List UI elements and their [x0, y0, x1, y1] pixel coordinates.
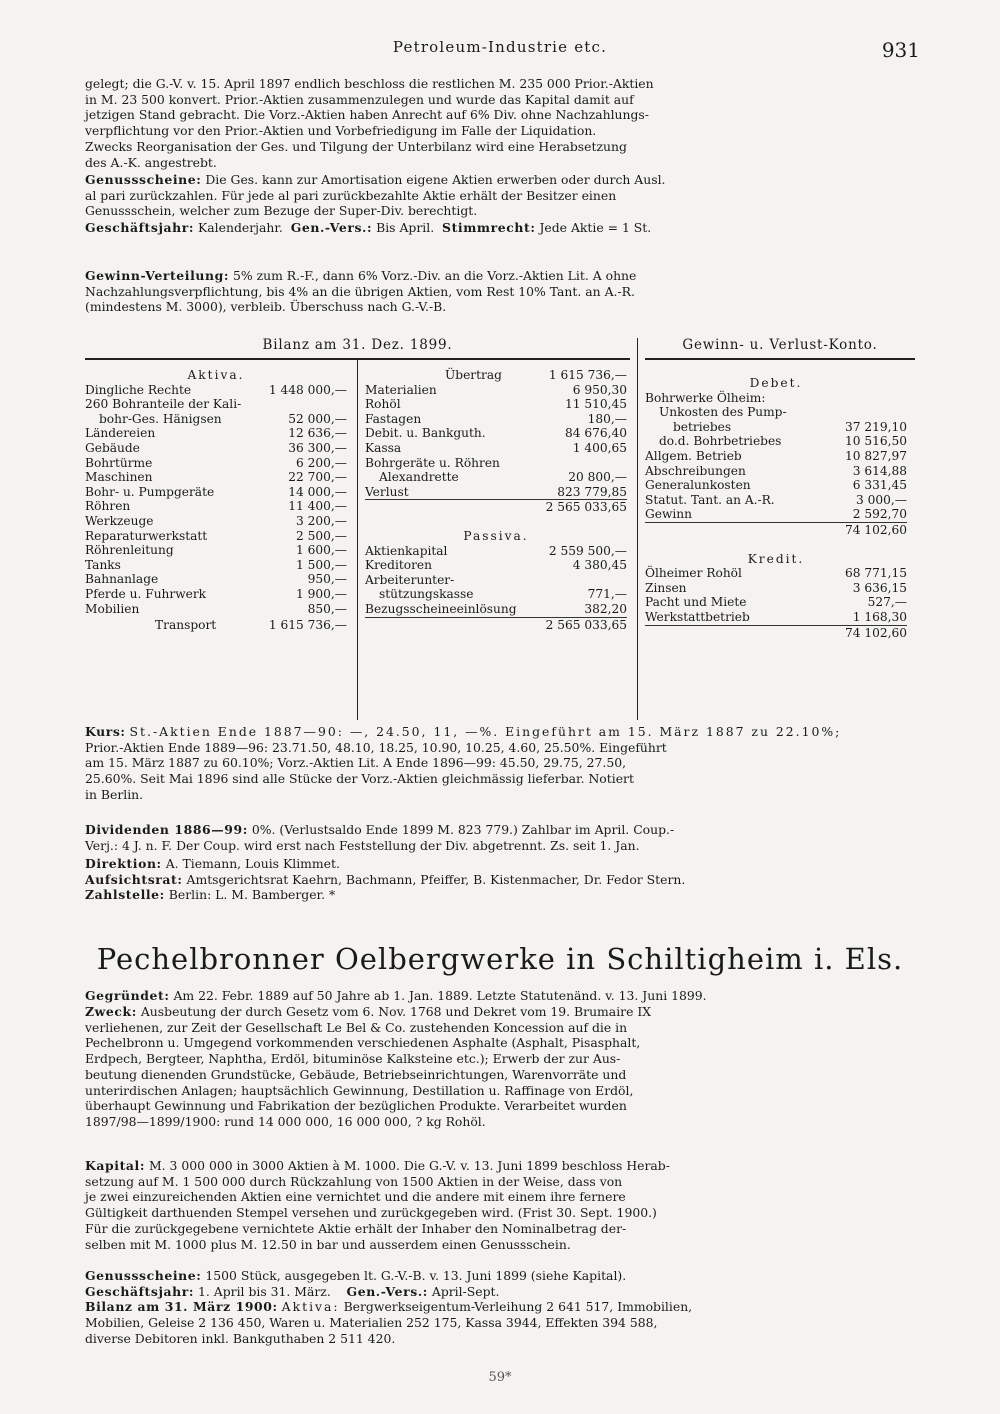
ledger-row [645, 595, 907, 610]
ledger-row [645, 420, 907, 435]
ledger-row [365, 587, 627, 602]
ledger-row [365, 573, 627, 588]
text-line: in Berlin. [85, 786, 144, 802]
dividenden-entry [85, 822, 915, 853]
ledger-label: Allgem. Betrieb [645, 448, 742, 463]
ledger-label: Kassa [365, 440, 402, 455]
text-line: St.-Aktien Ende 1887—90: —, 24.50, 11, —%. Eingeführt am 15. März 1887 zu 22.10%; [129, 724, 842, 739]
ledger-value: 3 636,15 [852, 580, 907, 595]
ledger-label: Arbeiterunter- [365, 572, 455, 587]
text-line: beutung dienenden Grundstücke, Gebäude, Betriebseinrichtungen, Warenvorräte und [85, 1066, 627, 1082]
ledger-label: Statut. Tant. an A.-R. [645, 492, 775, 507]
ledger-row [85, 456, 347, 471]
ledger-row [85, 485, 347, 500]
ledger-label: Bohrwerke Ölheim: [645, 390, 766, 405]
ledger-row [365, 426, 627, 441]
ledger-value: 1 448 000,— [268, 382, 347, 397]
ledger-row [365, 470, 627, 485]
entry-text: 1500 Stück, ausgegeben lt. G.-V.-B. v. 13. Juni 1899 (siehe Kapital). [205, 1268, 627, 1283]
entry-label: Gen.-Vers.: [290, 220, 373, 235]
text-line: Nachzahlungsverpflichtung, bis 4% an die übrigen Aktien, vom Rest 10% Tant. an A.-R. [85, 283, 635, 299]
ledger-row [365, 412, 627, 427]
direktion-entry [85, 856, 915, 903]
ledger-row [645, 566, 907, 581]
entry-label: Geschäftsjahr: [85, 1283, 195, 1299]
entry-label: Zweck: [85, 1004, 137, 1019]
ledger-value: 22 700,— [288, 470, 347, 485]
ledger-row [85, 514, 347, 529]
ledger-row [645, 507, 907, 522]
text-line: Mobilien, Geleise 2 136 450, Waren u. Materialien 252 175, Kassa 3944, Effekten 394 588, [85, 1315, 658, 1331]
text-line: 1897/98—1899/1900: rund 14 000 000, 16 000 000, ? kg Rohöl. [85, 1113, 486, 1129]
debet-total: 74 102,60 [844, 522, 907, 537]
ledger-row [85, 412, 347, 427]
column-divider [637, 338, 638, 720]
text-line: verliehenen, zur Zeit der Gesellschaft Le Bel & Co. zustehenden Koncession auf die in [85, 1019, 628, 1035]
ledger-label: bohr-Ges. Hänigsen [99, 411, 222, 426]
ledger-value: 6 200,— [296, 455, 347, 470]
ledger-value: 37 219,10 [844, 419, 907, 434]
ledger-label: Aktienkapital [365, 543, 448, 558]
entry-text: 1. April bis 31. März. [198, 1283, 331, 1299]
aktiva-total: 2 565 033,65 [545, 500, 627, 515]
ledger-row [85, 543, 347, 558]
uebertrag-label: Übertrag [445, 368, 502, 382]
ledger-value: 36 300,— [288, 440, 347, 455]
transport-value: 1 615 736,— [268, 618, 347, 633]
text-line: jetzigen Stand gebracht. Die Vorz.-Aktien haben Anrecht auf 6% Div. ohne Nachzahlungs- [85, 107, 649, 123]
ledger-value: 1 600,— [296, 543, 347, 558]
passiva-label: Passiva. [463, 528, 529, 543]
geschaeftsjahr-entry [85, 220, 915, 236]
ledger-row [365, 456, 627, 471]
ledger-label: Werkzeuge [85, 513, 154, 528]
kurs-entry [85, 724, 915, 803]
entry-label: Kapital: [85, 1158, 146, 1173]
table-rule [645, 358, 915, 360]
ledger-value: 382,20 [584, 601, 627, 616]
ledger-value: 10 516,50 [844, 434, 907, 449]
text-line: des A.-K. angestrebt. [85, 154, 217, 170]
folio-mark: 59* [488, 1370, 512, 1385]
ledger-label: do.d. Bohrbetriebes [659, 434, 782, 449]
text-line: al pari zurückzahlen. Für jede al pari zurückbezahlte Aktie erhält der Besitzer einen [85, 187, 617, 203]
ledger-value: 850,— [307, 601, 347, 616]
text-line: Bergwerkseigentum-Verleihung 2 641 517, Immobilien, [343, 1299, 693, 1315]
ledger-label: Verlust [365, 484, 409, 499]
bilanz-heading: Bilanz am 31. Dez. 1899. [262, 337, 453, 353]
text-line: je zwei einzureichenden Aktien eine vernichtet und die andere mit einem ihre fernere [85, 1189, 626, 1205]
ledger-row [85, 499, 347, 514]
ledger-label: Röhren [85, 499, 131, 514]
entry-label: Direktion: [85, 856, 162, 871]
ledger-row [85, 558, 347, 573]
text-line: Zwecks Reorganisation der Ges. und Tilgung der Unterbilanz wird eine Herabsetzung [85, 138, 627, 154]
guv-heading: Gewinn- u. Verlust-Konto. [682, 337, 878, 353]
transport-label: Transport [155, 618, 217, 633]
ledger-row [365, 383, 627, 398]
text-line: Für die zurückgegebene vernichtete Aktie erhält der Inhaber den Nominalbetrag der- [85, 1220, 627, 1236]
text-line: in M. 23 500 konvert. Prior.-Aktien zusammenzulegen und wurde das Kapital damit auf [85, 91, 634, 107]
ledger-value: 1 168,30 [852, 609, 907, 624]
ledger-label: Maschinen [85, 470, 153, 485]
entry-label: Gewinn-Verteilung: [85, 268, 230, 283]
debet-rows [645, 391, 907, 522]
ledger-label: Röhrenleitung [85, 543, 174, 558]
aktiva-cont-column [365, 368, 627, 632]
entry-text: April-Sept. [431, 1283, 500, 1299]
aktiva-label: Aktiva. [187, 368, 245, 382]
ledger-label: Pferde u. Fuhrwerk [85, 586, 207, 601]
page-number: 931 [881, 38, 920, 62]
ledger-label: Werkstattbetrieb [645, 609, 750, 624]
ledger-row [85, 587, 347, 602]
ledger-value: 6 331,45 [852, 478, 907, 493]
ledger-row [645, 610, 907, 625]
genussscheine2-entry [85, 1268, 915, 1347]
text-line: unterirdischen Anlagen; hauptsächlich Gewinnung, Destillation u. Raffinage von Erdöl, [85, 1082, 634, 1098]
text-line: selben mit M. 1000 plus M. 12.50 in bar und ausserdem einen Genussschein. [85, 1236, 571, 1252]
intro-paragraph [85, 76, 915, 170]
text-line: Genussschein, welcher zum Bezuge der Super-Div. berechtigt. [85, 203, 478, 219]
entry-text: A. Tiemann, Louis Klimmet. [165, 856, 340, 871]
ledger-value: 527,— [867, 595, 907, 610]
entry-text: Am 22. Febr. 1889 auf 50 Jahre ab 1. Jan. 1889. Letzte Statutenänd. v. 13. Juni 1899. [173, 988, 707, 1003]
ledger-label: Pacht und Miete [645, 595, 747, 610]
ledger-label: Reparaturwerkstatt [85, 528, 208, 543]
entry-label: Aufsichtsrat: [85, 871, 183, 887]
ledger-label: Mobilien [85, 601, 140, 616]
ledger-label: Ölheimer Rohöl [645, 566, 742, 581]
ledger-label: Unkosten des Pump- [659, 405, 787, 420]
entry-label: Kurs: [85, 724, 126, 739]
kapital-entry [85, 1158, 915, 1252]
ledger-row [645, 449, 907, 464]
ledger-label: Bohrgeräte u. Röhren [365, 455, 500, 470]
ledger-row [85, 397, 347, 412]
kredit-total-row [645, 625, 907, 641]
ledger-row [365, 485, 627, 500]
ledger-value: 12 636,— [288, 426, 347, 441]
aktiva-cont-rows [365, 383, 627, 500]
text-line: Die Ges. kann zur Amortisation eigene Aktien erwerben oder durch Ausl. [205, 172, 666, 187]
entry-label: Dividenden 1886—99: [85, 822, 248, 837]
ledger-label: stützungskasse [379, 587, 474, 602]
ledger-row [645, 391, 907, 406]
entry-label: Stimmrecht: [442, 220, 536, 235]
text-line: diverse Debitoren inkl. Bankguthaben 2 511 420. [85, 1330, 396, 1346]
entry-text: Amtsgerichtsrat Kaehrn, Bachmann, Pfeiffer, B. Kistenmacher, Dr. Fedor Stern. [186, 871, 686, 887]
ledger-value: 2 500,— [296, 528, 347, 543]
ledger-row [365, 558, 627, 573]
entry-text: Jede Aktie = 1 St. [539, 220, 652, 235]
kredit-label: Kredit. [747, 551, 805, 566]
text-line: 5% zum R.-F., dann 6% Vorz.-Div. an die Vorz.-Aktien Lit. A ohne [233, 268, 637, 283]
ledger-row [85, 529, 347, 544]
ledger-value: 950,— [307, 572, 347, 587]
ledger-value: 823 779,85 [557, 484, 627, 499]
uebertrag-value: 1 615 736,— [548, 368, 627, 382]
ledger-row [645, 464, 907, 479]
kredit-total: 74 102,60 [844, 625, 907, 640]
ledger-value: 4 380,45 [572, 558, 627, 573]
ledger-value: 1 500,— [296, 557, 347, 572]
aktiva-total-row [365, 499, 627, 515]
aktiva-word: Aktiva: [281, 1299, 340, 1315]
ledger-value: 10 827,97 [844, 448, 907, 463]
ledger-label: Gewinn [645, 507, 692, 522]
gewinn-verteilung-entry [85, 268, 915, 315]
ledger-label: Kreditoren [365, 558, 432, 573]
ledger-label: Debit. u. Bankguth. [365, 426, 486, 441]
ledger-value: 771,— [587, 587, 627, 602]
entry-text: Berlin: L. M. Bamberger. [168, 887, 326, 903]
text-line: Verj.: 4 J. n. F. Der Coup. wird erst nach Feststellung der Div. abgetrennt. Zs. seit 1. Jan. [85, 837, 640, 853]
ledger-label: Gebäude [85, 440, 140, 455]
ledger-label: Bohrtürme [85, 455, 153, 470]
ledger-label: Generalunkosten [645, 478, 751, 493]
ledger-label: Ländereien [85, 426, 156, 441]
asterisk-mark: * [329, 887, 336, 903]
ledger-value: 180,— [587, 411, 627, 426]
debet-total-row [645, 522, 907, 538]
aktiva-rows [85, 383, 347, 617]
genussscheine-entry [85, 172, 915, 219]
text-line: (mindestens M. 3000), verbleib. Überschuss nach G.-V.-B. [85, 299, 447, 315]
ledger-label: Bohr- u. Pumpgeräte [85, 484, 215, 499]
ledger-value: 20 800,— [568, 470, 627, 485]
text-line: setzung auf M. 1 500 000 durch Rückzahlung von 1500 Aktien in der Weise, dass von [85, 1173, 623, 1189]
text-line: M. 3 000 000 in 3000 Aktien à M. 1000. Die G.-V. v. 13. Juni 1899 beschloss Herab- [148, 1158, 670, 1173]
balance-tables [85, 338, 915, 720]
text-line: Pechelbronn u. Umgegend vorkommenden verschiedenen Asphalte (Asphalt, Pisasphalt, [85, 1035, 641, 1051]
ledger-value: 1 900,— [296, 586, 347, 601]
entry-label: Genussscheine: [85, 1268, 202, 1283]
text-line: überhaupt Gewinnung und Fabrikation der bezüglichen Produkte. Verarbeitet wurden [85, 1098, 627, 1114]
running-header [80, 38, 920, 68]
ledger-row [85, 441, 347, 456]
ledger-value: 6 950,30 [572, 382, 627, 397]
debet-label: Debet. [749, 376, 803, 390]
entry-text: Bis April. [376, 220, 435, 235]
ledger-row [365, 397, 627, 412]
ledger-value: 14 000,— [288, 484, 347, 499]
aktiva-column [85, 368, 347, 633]
text-line: am 15. März 1887 zu 60.10%; Vorz.-Aktien Lit. A Ende 1896—99: 45.50, 29.75, 27.50, [85, 755, 627, 771]
entry-label: Gen.-Vers.: [346, 1283, 428, 1299]
ledger-value: 1 400,65 [572, 440, 627, 455]
ledger-value: 11 400,— [288, 499, 347, 514]
text-line: 25.60%. Seit Mai 1896 sind alle Stücke der Vorz.-Aktien gleichmässig lieferbar. Notiert [85, 771, 634, 787]
text-line: verpflichtung vor den Prior.-Aktien und Vorbefriedigung im Falle der Liquidation. [85, 123, 597, 139]
ledger-row [645, 493, 907, 508]
ledger-label: Fastagen [365, 411, 422, 426]
entry-text: Kalenderjahr. [198, 220, 283, 235]
ledger-row [645, 581, 907, 596]
text-line: Prior.-Aktien Ende 1889—96: 23.71.50, 48.10, 18.25, 10.90, 10.25, 4.60, 25.50%. Eingeführt [85, 739, 667, 755]
passiva-total-row [365, 617, 627, 633]
entry-label: Genussscheine: [85, 172, 202, 187]
uebertrag-row [365, 368, 627, 383]
passiva-rows [365, 544, 627, 617]
entry-label: Gegründet: [85, 988, 170, 1003]
ledger-row [85, 383, 347, 398]
text-line: 0%. (Verlustsaldo Ende 1899 M. 823 779.) Zahlbar im April. Coup.- [251, 822, 675, 837]
text-line: Erdpech, Bergteer, Naphtha, Erdöl, bituminöse Kalksteine etc.); Erwerb der zur Aus- [85, 1051, 621, 1067]
ledger-label: Dingliche Rechte [85, 382, 192, 397]
entry-label: Geschäftsjahr: [85, 220, 195, 235]
ledger-value: 84 676,40 [564, 426, 627, 441]
ledger-row [645, 434, 907, 449]
ledger-row [365, 441, 627, 456]
ledger-row [365, 602, 627, 617]
text-line: Gültigkeit darthuenden Stempel versehen und zurückgegeben wird. (Frist 30. Sept. 1900.) [85, 1205, 657, 1221]
ledger-label: Tanks [85, 557, 121, 572]
column-divider [357, 360, 358, 720]
ledger-value: 68 771,15 [844, 566, 907, 581]
ledger-value: 11 510,45 [564, 397, 627, 412]
ledger-label: Materialien [365, 382, 437, 397]
ledger-value: 2 559 500,— [548, 543, 627, 558]
kredit-rows [645, 566, 907, 624]
ledger-row [85, 426, 347, 441]
ledger-row [365, 544, 627, 559]
ledger-row [645, 478, 907, 493]
zweck-entry [85, 1004, 915, 1130]
ledger-value: 3 000,— [856, 492, 907, 507]
ledger-label: Zinsen [645, 580, 687, 595]
entry-label: Zahlstelle: [85, 887, 165, 903]
guv-column [645, 376, 907, 640]
ledger-label: Rohöl [365, 397, 401, 412]
transport-row [85, 618, 347, 633]
ledger-label: Bezugsscheineeinlösung [365, 601, 517, 616]
passiva-total: 2 565 033,65 [545, 617, 627, 632]
ledger-value: 3 614,88 [852, 463, 907, 478]
ledger-row [85, 470, 347, 485]
ledger-label: betriebes [673, 419, 732, 434]
ledger-row [85, 602, 347, 617]
ledger-row [645, 405, 907, 420]
running-header-title: Petroleum-Industrie etc. [392, 38, 608, 56]
ledger-value: 3 200,— [296, 513, 347, 528]
ledger-label: Abschreibungen [645, 463, 746, 478]
text-line: gelegt; die G.-V. v. 15. April 1897 endlich beschloss die restlichen M. 235 000 Prior.-Aktien [85, 76, 654, 91]
ledger-row [85, 572, 347, 587]
ledger-label: Bahnanlage [85, 572, 159, 587]
ledger-label: 260 Bohranteile der Kali- [85, 397, 242, 412]
section-title: Pechelbronner Oelbergwerke in Schiltigheim i. Els. [96, 942, 904, 976]
entry-label: Bilanz am 31. März 1900: [85, 1299, 278, 1315]
gegruendet-entry [85, 988, 915, 1004]
ledger-value: 52 000,— [288, 411, 347, 426]
ledger-value: 2 592,70 [852, 507, 907, 522]
text-line: Ausbeutung der durch Gesetz vom 6. Nov. 1768 und Dekret vom 19. Brumaire IX [140, 1004, 652, 1019]
ledger-label: Alexandrette [379, 470, 459, 485]
